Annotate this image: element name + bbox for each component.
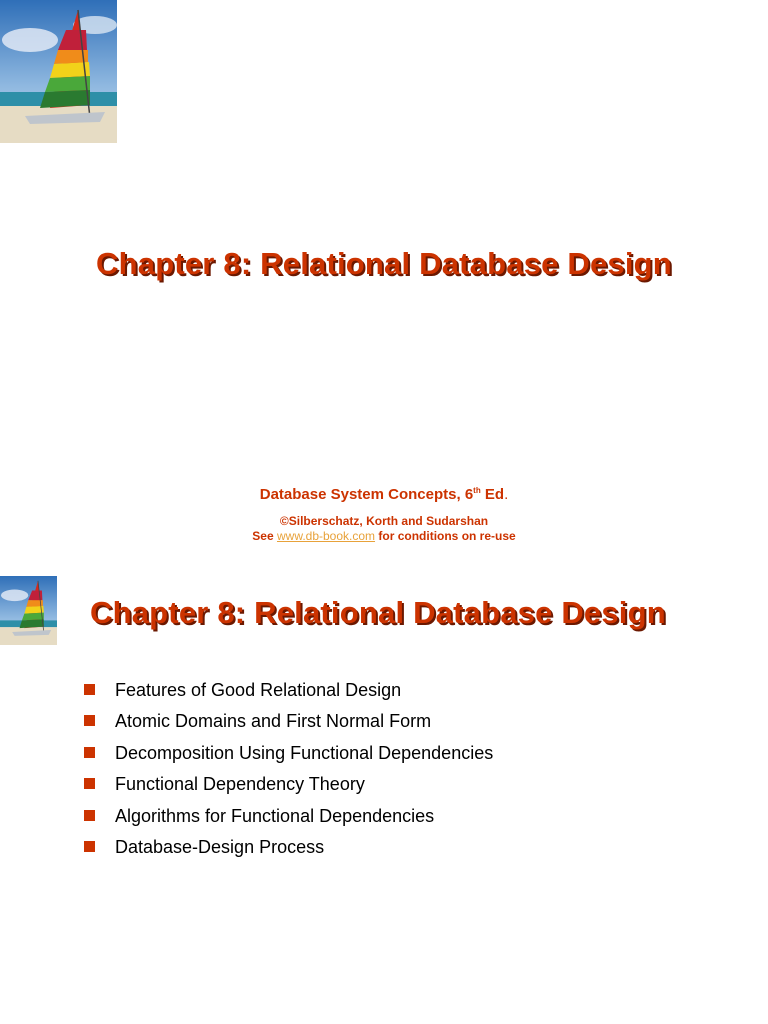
list-item-text: Functional Dependency Theory	[115, 774, 365, 795]
reuse-notice	[0, 529, 768, 544]
see-prefix: See	[252, 529, 277, 543]
edition-superscript: th	[473, 486, 481, 495]
copyright-text: ©Silberschatz, Korth and Sudarshan	[279, 514, 489, 528]
square-bullet-icon	[84, 684, 95, 695]
sailboat-logo-image	[0, 0, 117, 143]
copyright-block	[0, 514, 768, 544]
slide-title: Chapter 8: Relational Database Design	[96, 246, 672, 281]
book-citation	[0, 486, 768, 503]
slide-title: Chapter 8: Relational Database Design	[90, 595, 666, 630]
square-bullet-icon	[84, 778, 95, 789]
list-item-text: Atomic Domains and First Normal Form	[115, 711, 432, 732]
list-item-text: Decomposition Using Functional Dependencies	[115, 742, 494, 763]
period-text: .	[504, 486, 509, 503]
edition-text: Ed	[480, 486, 505, 503]
see-suffix: for conditions on re-use	[375, 529, 516, 543]
square-bullet-icon	[84, 747, 95, 758]
square-bullet-icon	[84, 841, 95, 852]
square-bullet-icon	[84, 810, 95, 821]
list-item-text: Database-Design Process	[115, 836, 325, 857]
list-item-text: Features of Good Relational Design	[115, 680, 402, 700]
list-item-text: Algorithms for Functional Dependencies	[115, 805, 435, 826]
book-title-text: Database System Concepts, 6	[259, 486, 474, 503]
outline-slide	[0, 576, 768, 1024]
square-bullet-icon	[84, 715, 95, 726]
sailboat-logo-image	[0, 576, 57, 645]
db-book-link[interactable]: www.db-book.com	[276, 529, 376, 543]
